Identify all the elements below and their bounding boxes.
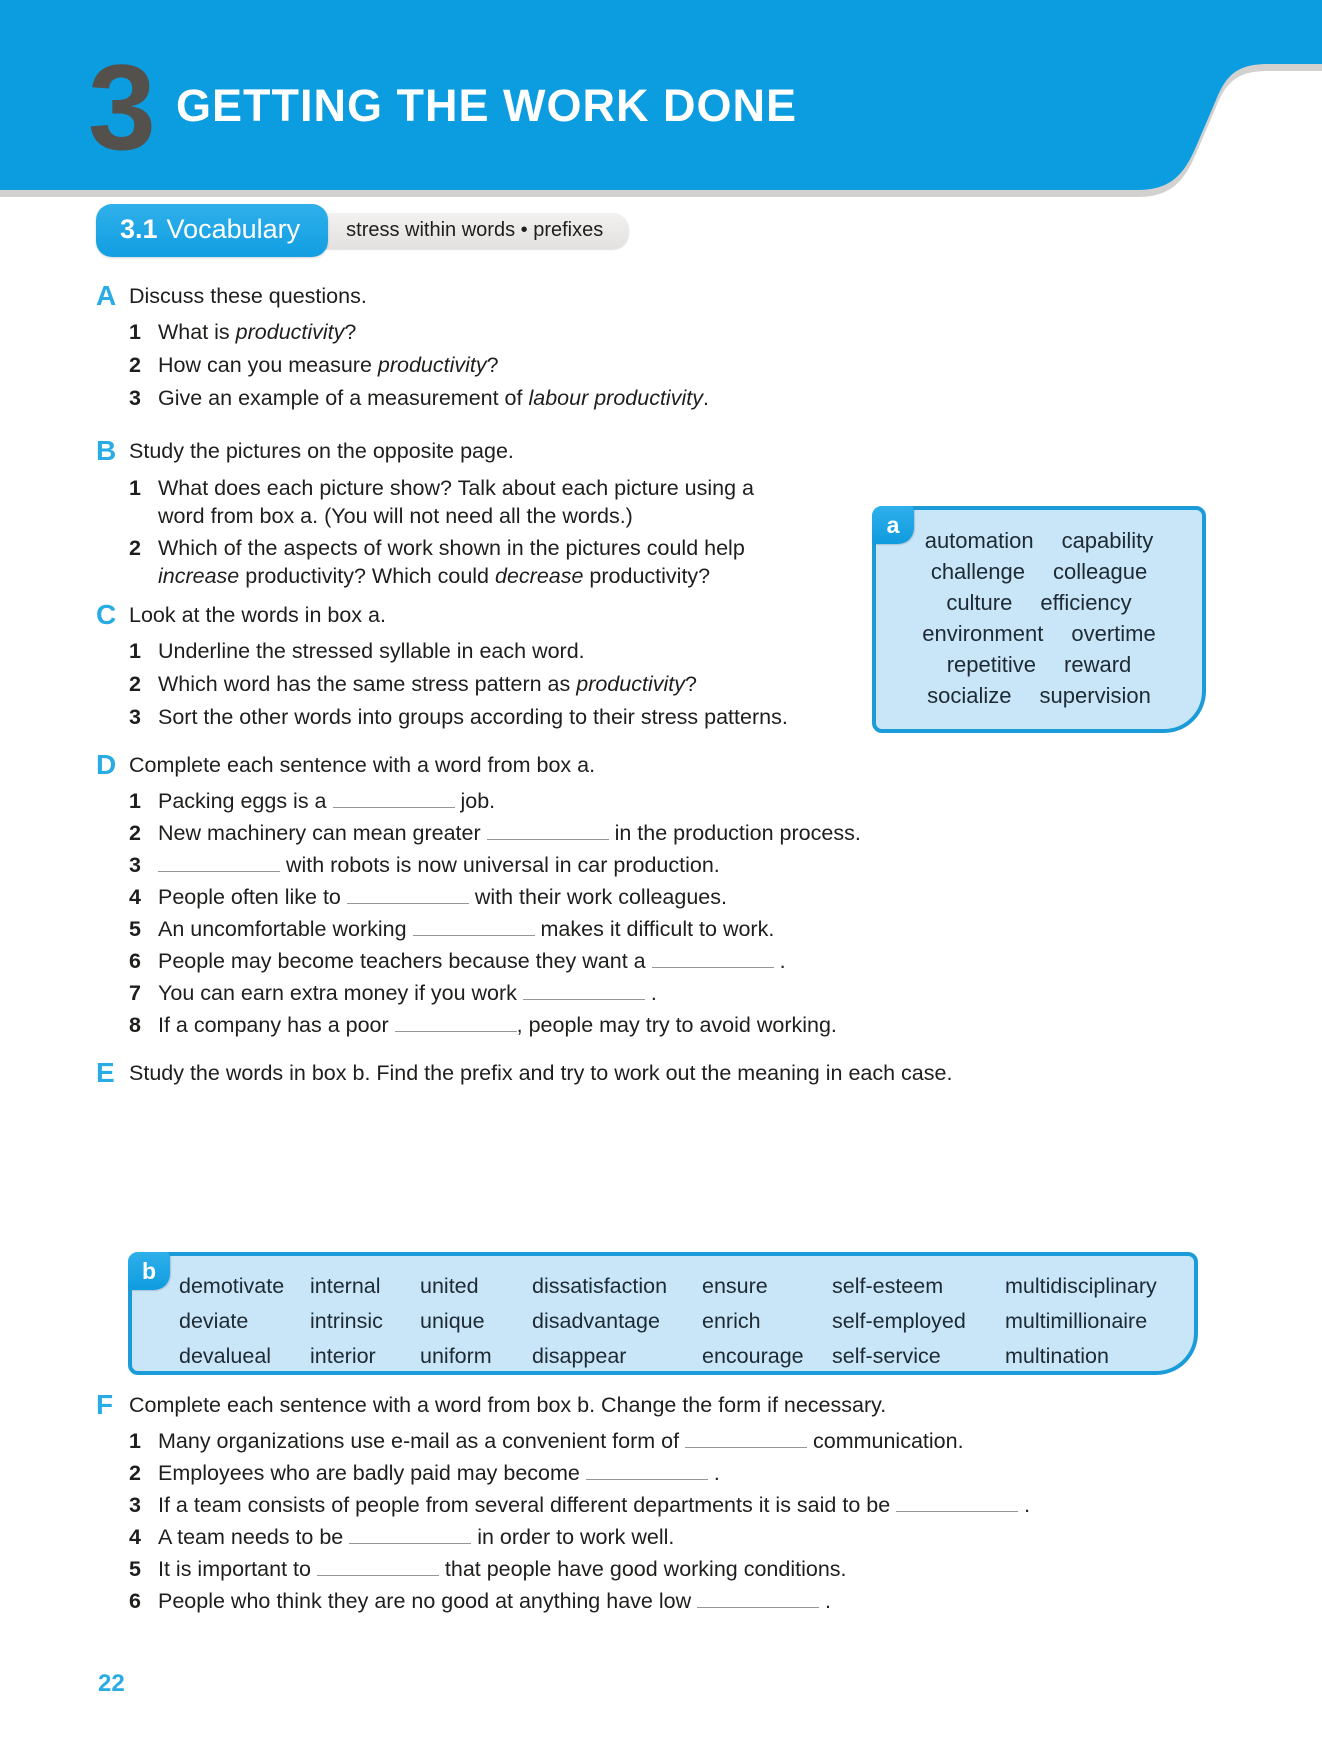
unit-title: GETTING THE WORK DONE [176, 80, 797, 131]
vocab-word: internal [310, 1274, 381, 1298]
text-run: in the production process. [608, 821, 861, 845]
item-text [158, 319, 709, 346]
section-e-heading: Study the words in box b. Find the prefix and try to work out the meaning in each case. [129, 1061, 953, 1085]
text-run: productivity? [583, 564, 711, 588]
vocab-word: uniform [420, 1344, 492, 1368]
list-item [129, 820, 861, 847]
item-text [158, 534, 754, 590]
vocab-word: multidisciplinary [1005, 1274, 1157, 1298]
lesson-tab[interactable] [96, 204, 328, 257]
text-run: labour productivity [528, 386, 703, 410]
item-text [158, 852, 861, 879]
answer-blank[interactable] [395, 1017, 517, 1032]
item-number: 6 [129, 1589, 141, 1613]
vocab-word: intrinsic [310, 1309, 383, 1333]
item-number: 2 [129, 1461, 141, 1485]
section-a-letter: A [96, 280, 117, 311]
word-row [179, 1339, 1194, 1374]
list-item [129, 788, 861, 815]
text-run: productivity [235, 320, 345, 344]
vocab-word: multimillionaire [1005, 1309, 1148, 1333]
vocab-word: automation [924, 528, 1034, 553]
item-text [158, 1524, 1030, 1551]
list-item [129, 385, 709, 412]
section-c-heading: Look at the words in box a. [129, 603, 386, 627]
text-run: job. [454, 789, 496, 813]
answer-blank[interactable] [333, 793, 455, 808]
word-row [876, 525, 1202, 556]
text-run: Which of the aspects of work shown in the pictures could help [158, 536, 745, 560]
list-item [129, 1588, 1030, 1615]
vocab-word: overtime [1071, 621, 1156, 646]
list-item [129, 671, 788, 698]
text-run: You can earn extra money if you work [158, 981, 523, 1005]
vocab-word: environment [922, 621, 1044, 646]
text-run: Underline the stressed syllable in each word. [158, 639, 585, 663]
text-run: Packing eggs is a [158, 789, 333, 813]
answer-blank[interactable] [158, 857, 280, 872]
list-item [129, 638, 788, 665]
word-row [179, 1304, 1194, 1339]
text-run: increase [158, 564, 240, 588]
item-text [158, 788, 861, 815]
vocab-word: self-employed [832, 1309, 966, 1333]
item-text [158, 1588, 1030, 1615]
text-run: Employees who are badly paid may become [158, 1461, 586, 1485]
text-run: productivity [377, 353, 487, 377]
word-row [876, 587, 1202, 618]
text-run: . [773, 949, 786, 973]
answer-blank[interactable] [523, 985, 645, 1000]
vocab-word: efficiency [1040, 590, 1132, 615]
answer-blank[interactable] [896, 1497, 1018, 1512]
item-text [158, 352, 709, 379]
text-run: productivity? Which could [239, 564, 495, 588]
answer-blank[interactable] [317, 1561, 439, 1576]
text-run: If a team consists of people from several different departments it is said to be [158, 1493, 897, 1517]
vocab-word: devalueal [179, 1344, 272, 1368]
item-number: 2 [129, 821, 141, 845]
vocab-word: united [420, 1274, 479, 1298]
text-run: productivity [576, 672, 685, 696]
text-run: Give an example of a measurement of [158, 386, 529, 410]
word-row [876, 649, 1202, 680]
text-run: It is important to [158, 1557, 317, 1581]
vocab-word: reward [1064, 652, 1132, 677]
section-d-letter: D [96, 749, 117, 780]
vocab-word: capability [1061, 528, 1154, 553]
item-text [158, 704, 788, 731]
vocab-word: supervision [1039, 683, 1151, 708]
item-number: 3 [129, 705, 141, 729]
item-text [158, 1492, 1030, 1519]
vocab-word: dissatisfaction [532, 1274, 668, 1298]
text-run: . [644, 981, 657, 1005]
unit-number: 3 [88, 39, 154, 175]
list-item [129, 884, 861, 911]
list-item [129, 1492, 1030, 1519]
word-box-b [128, 1252, 1198, 1375]
tabs-row [96, 204, 629, 257]
lesson-number: 3.1 [120, 214, 158, 244]
answer-blank[interactable] [697, 1593, 819, 1608]
text-run: . [702, 386, 709, 410]
text-run: decrease [495, 564, 584, 588]
text-run: communication. [807, 1429, 964, 1453]
item-number: 3 [129, 853, 141, 877]
item-number: 4 [129, 1525, 141, 1549]
list-item [129, 852, 861, 879]
list-item [129, 352, 709, 379]
vocab-word: interior [310, 1344, 376, 1368]
lesson-label: Vocabulary [166, 214, 301, 244]
text-run: What does each picture show? Talk about each picture using a [158, 476, 754, 500]
item-number: 4 [129, 885, 141, 909]
vocab-word: colleague [1053, 559, 1148, 584]
item-text [158, 1012, 861, 1039]
section-a [96, 280, 709, 412]
text-run: New machinery can mean greater [158, 821, 487, 845]
list-item [129, 1460, 1030, 1487]
section-b-letter: B [96, 435, 117, 466]
text-run: A team needs to be [158, 1525, 350, 1549]
word-box-a-tag: a [872, 506, 914, 544]
section-f-letter: F [96, 1389, 114, 1420]
item-text [158, 820, 861, 847]
list-item [129, 704, 788, 731]
item-number: 2 [129, 536, 141, 560]
text-run: with their work colleagues. [468, 885, 727, 909]
text-run: What is [158, 320, 236, 344]
word-box-a [872, 506, 1206, 733]
page-number: 22 [98, 1670, 125, 1697]
item-text [158, 1556, 1030, 1583]
list-item [129, 534, 754, 590]
text-run: People often like to [158, 885, 347, 909]
text-run: ? [486, 353, 499, 377]
vocab-word: demotivate [179, 1274, 285, 1298]
text-run: . [707, 1461, 720, 1485]
item-text [158, 671, 788, 698]
answer-blank[interactable] [586, 1465, 708, 1480]
vocab-word: encourage [702, 1344, 804, 1368]
list-item [129, 1012, 861, 1039]
answer-blank[interactable] [349, 1529, 471, 1544]
text-run: ? [344, 320, 357, 344]
item-number: 1 [129, 1429, 141, 1453]
vocab-word: deviate [179, 1309, 249, 1333]
text-run: How can you measure [158, 353, 378, 377]
item-number: 3 [129, 1493, 141, 1517]
section-c [96, 599, 788, 731]
item-text [158, 385, 709, 412]
section-a-heading: Discuss these questions. [129, 284, 367, 308]
word-row [179, 1269, 1194, 1304]
section-b-heading: Study the pictures on the opposite page. [129, 439, 514, 463]
item-number: 2 [129, 353, 141, 377]
vocab-word: self-esteem [832, 1274, 944, 1298]
section-c-letter: C [96, 599, 117, 630]
list-item [129, 916, 861, 943]
item-text [158, 474, 754, 530]
vocab-word: disadvantage [532, 1309, 660, 1333]
answer-blank[interactable] [413, 921, 535, 936]
item-number: 2 [129, 672, 141, 696]
answer-blank[interactable] [652, 953, 774, 968]
item-text [158, 916, 861, 943]
item-text [158, 1428, 1030, 1455]
section-d-heading: Complete each sentence with a word from box a. [129, 753, 596, 777]
vocab-word: multination [1005, 1344, 1109, 1368]
item-text [158, 980, 861, 1007]
list-item [129, 1428, 1030, 1455]
text-run: word from box a. (You will not need all the words.) [158, 504, 633, 528]
answer-blank[interactable] [685, 1433, 807, 1448]
vocab-word: culture [946, 590, 1013, 615]
section-b [96, 435, 754, 590]
section-e-letter: E [96, 1057, 115, 1088]
word-box-b-tag: b [128, 1252, 170, 1290]
text-run: in order to work well. [471, 1525, 675, 1549]
item-number: 3 [129, 386, 141, 410]
item-text [158, 948, 861, 975]
vocab-word: self-service [832, 1344, 941, 1368]
vocab-word: socialize [927, 683, 1012, 708]
item-number: 1 [129, 789, 141, 813]
text-run: . [1018, 1493, 1031, 1517]
answer-blank[interactable] [487, 825, 609, 840]
list-item [129, 474, 754, 530]
text-run: Which word has the same stress pattern as [158, 672, 577, 696]
list-item [129, 948, 861, 975]
item-number: 1 [129, 639, 141, 663]
item-text [158, 884, 861, 911]
text-run: with robots is now universal in car production. [280, 853, 720, 877]
text-run: If a company has a poor [158, 1013, 395, 1037]
item-number: 5 [129, 1557, 141, 1581]
item-text [158, 1460, 1030, 1487]
vocab-word: repetitive [946, 652, 1037, 677]
text-run: An uncomfortable working [158, 917, 413, 941]
section-f [96, 1389, 1031, 1615]
topic-tab: stress within words • prefixes [306, 213, 629, 249]
item-number: 1 [129, 320, 141, 344]
text-run: People may become teachers because they want a [158, 949, 652, 973]
text-run: Sort the other words into groups according to their stress patterns. [158, 705, 788, 729]
text-run: . [819, 1589, 832, 1613]
answer-blank[interactable] [347, 889, 469, 904]
vocab-word: disappear [532, 1344, 627, 1368]
section-f-heading: Complete each sentence with a word from box b. Change the form if necessary. [129, 1393, 887, 1417]
word-row [876, 680, 1202, 711]
item-number: 1 [129, 476, 141, 500]
word-row [876, 618, 1202, 649]
item-number: 7 [129, 981, 141, 1005]
item-text [158, 638, 788, 665]
vocab-word: enrich [702, 1309, 761, 1333]
section-d [96, 749, 861, 1039]
text-run: Many organizations use e-mail as a convenient form of [158, 1429, 686, 1453]
list-item [129, 1524, 1030, 1551]
list-item [129, 980, 861, 1007]
item-number: 6 [129, 949, 141, 973]
text-run: makes it difficult to work. [534, 917, 775, 941]
text-run: that people have good working conditions. [438, 1557, 847, 1581]
item-number: 8 [129, 1013, 141, 1037]
text-run: ? [684, 672, 697, 696]
word-row [876, 556, 1202, 587]
text-run: , people may try to avoid working. [516, 1013, 837, 1037]
text-run: People who think they are no good at anything have low [158, 1589, 698, 1613]
vocab-word: challenge [930, 559, 1025, 584]
list-item [129, 1556, 1030, 1583]
list-item [129, 319, 709, 346]
item-number: 5 [129, 917, 141, 941]
vocab-word: ensure [702, 1274, 768, 1298]
section-e [96, 1057, 953, 1088]
vocab-word: unique [420, 1309, 485, 1333]
